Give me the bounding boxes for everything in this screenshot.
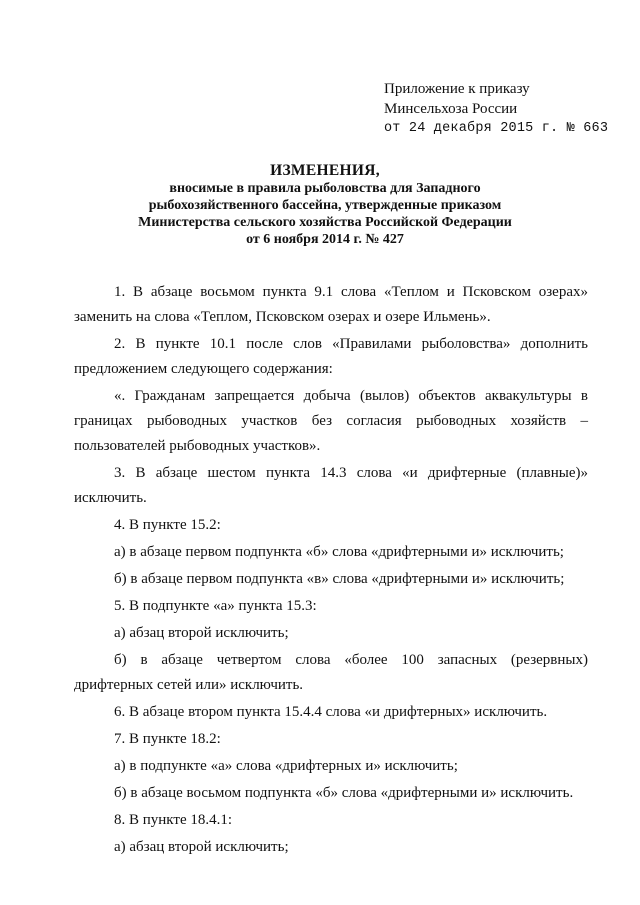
paragraph: «. Гражданам запрещается добыча (вылов) объектов аквакультуры в границах рыбоводных участков без согласия рыбоводных хозяйств – пользователей рыбоводных участков». [74, 388, 588, 454]
paragraph: 4. В пункте 15.2: [114, 517, 221, 533]
appendix-header [384, 80, 624, 139]
paragraph: 1. В абзаце восьмом пункта 9.1 слова «Теплом и Псковском озерах» заменить на слова «Теплом, Псковском озерах и озере Ильмень». [74, 284, 588, 325]
paragraph: 2. В пункте 10.1 после слов «Правилами рыболовства» дополнить предложением следующего содержания: [74, 336, 588, 377]
appendix-line-2: Минсельхоза России [384, 100, 518, 117]
title-sub-4: от 6 ноября 2014 г. № 427 [246, 232, 404, 247]
title-sub-1: вносимые в правила рыболовства для Западного [169, 181, 481, 196]
paragraph: б) в абзаце восьмом подпункта «б» слова «дрифтерными и» исключить. [114, 785, 574, 801]
paragraph: 5. В подпункте «а» пункта 15.3: [114, 598, 317, 614]
appendix-line-1: Приложение к приказу [384, 81, 530, 97]
paragraph: 7. В пункте 18.2: [114, 731, 221, 747]
paragraph: а) абзац второй исключить; [114, 839, 289, 855]
title-main: ИЗМЕНЕНИЯ, [270, 162, 380, 179]
document-title [60, 162, 590, 248]
paragraph: 3. В абзаце шестом пункта 14.3 слова «и дрифтерные (плавные)» исключить. [74, 465, 588, 506]
paragraph: 8. В пункте 18.4.1: [114, 812, 233, 828]
appendix-line-3: от 24 декабря 2015 г. № 663 [384, 121, 609, 136]
paragraph: а) в подпункте «а» слова «дрифтерных и» исключить; [114, 758, 458, 774]
paragraph: 6. В абзаце втором пункта 15.4.4 слова «и дрифтерных» исключить. [114, 704, 548, 720]
title-sub-3: Министерства сельского хозяйства Российской Федерации [138, 215, 512, 230]
document-body [74, 280, 588, 860]
paragraph: а) абзац второй исключить; [114, 625, 289, 641]
paragraph: б) в абзаце четвертом слова «более 100 запасных (резервных) дрифтерных сетей или» исключить. [74, 652, 588, 693]
title-sub-2: рыбохозяйственного бассейна, утвержденные приказом [148, 198, 502, 213]
paragraph: б) в абзаце первом подпункта «в» слова «дрифтерными и» исключить; [114, 571, 565, 587]
paragraph: а) в абзаце первом подпункта «б» слова «дрифтерными и» исключить; [114, 544, 564, 560]
